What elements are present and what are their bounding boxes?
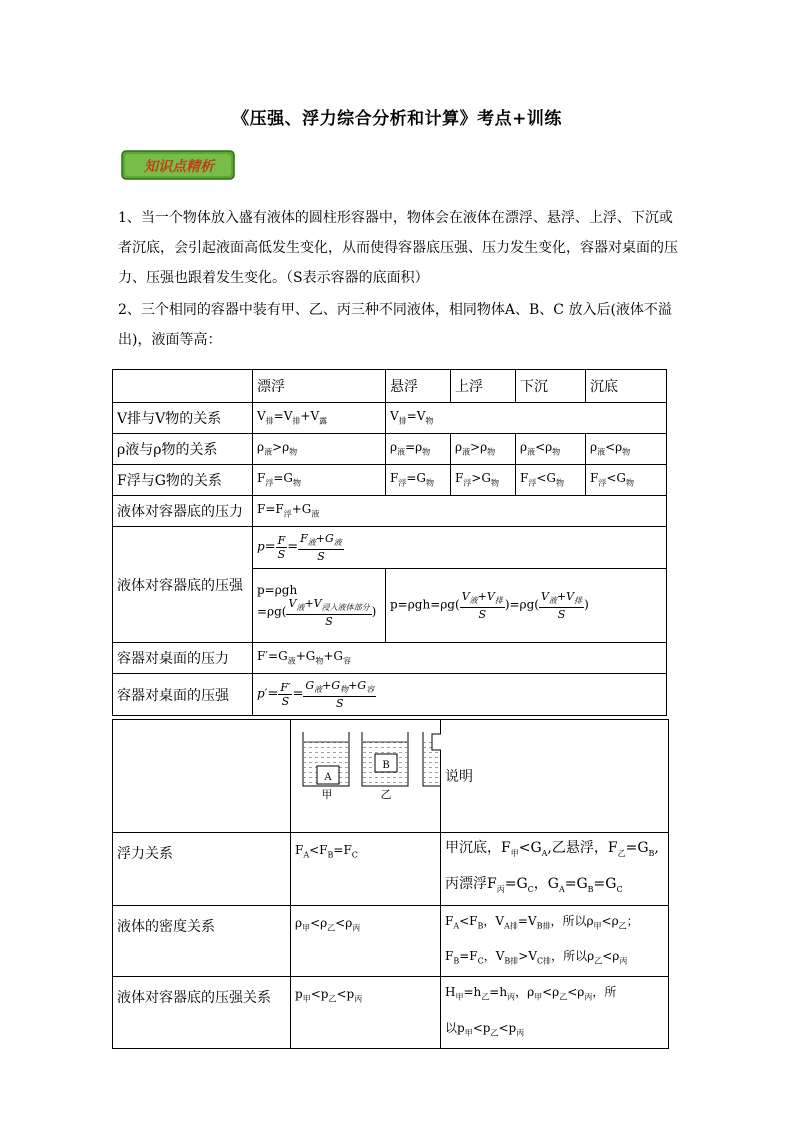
- comparison-header-empty: [113, 720, 291, 833]
- relation-table: [112, 369, 667, 716]
- cell-density-sink: $\rho_液<\rho_物$: [516, 434, 586, 465]
- cell-force-sink: $F_浮<G_物$: [516, 465, 586, 496]
- cell-desk-force: $F'=G_液+G_物+G_容$: [253, 643, 667, 674]
- knowledge-badge: [120, 148, 238, 182]
- cell-volume-other: $V_排=V_物$: [386, 403, 667, 434]
- header-rise: 上浮: [451, 370, 516, 403]
- header-float: 漂浮: [253, 370, 386, 403]
- header-suspend: 悬浮: [386, 370, 451, 403]
- cell-density-suspend: $\rho_液=\rho_物$: [386, 434, 451, 465]
- row-label-force: F浮与G物的关系: [113, 465, 253, 496]
- containers-figure: [291, 720, 441, 800]
- cell-density-rise: $\rho_液>\rho_物$: [451, 434, 516, 465]
- pressure-description: $H_甲=h_乙=h_丙$，$\rho_甲<\rho_乙<\rho_丙$，所 以$p_甲<p_乙<p_丙$: [441, 977, 669, 1049]
- document-title: 《压强、浮力综合分析和计算》考点+训练: [232, 109, 562, 129]
- header-bottom: 沉底: [586, 370, 667, 403]
- row-label-volume: V排与V物的关系: [113, 403, 253, 434]
- header-empty: [113, 370, 253, 403]
- cell-bottom-pressure-left: p=ρgh =ρg( $\frac{V_液+V_{浸入液体部分}}{S}$ ): [253, 569, 386, 643]
- cell-force-rise: $F_浮>G_物$: [451, 465, 516, 496]
- cell-force-float: $F_浮=G_物$: [253, 465, 386, 496]
- containers-figure-cell: [291, 720, 441, 833]
- cell-volume-float: $V_排=V_排+V_露$: [253, 403, 386, 434]
- paragraph-2: 2、三个相同的容器中装有甲、乙、丙三种不同液体，相同物体A、B、C 放入后(液体不溢出)，液面等高：: [118, 302, 672, 348]
- buoyancy-label: 浮力关系: [113, 833, 291, 906]
- cell-bottom-force: $F=F_浮+G_液$: [253, 496, 667, 527]
- svg-text:A: A: [324, 772, 332, 783]
- cell-force-bottom: $F_浮<G_物$: [586, 465, 667, 496]
- paragraph-1: 1、当一个物体放入盛有液体的圆柱形容器中，物体会在液体在漂浮、悬浮、上浮、下沉或者沉底，会引起液面高低发生变化，从而使得容器底压强、压力发生变化，容器对桌面的压力、压强也跟着发生变化。（S表示容器的底面积）: [118, 210, 678, 286]
- pressure-value: $p_甲<p_乙<p_丙$: [291, 977, 441, 1049]
- header-sink: 下沉: [516, 370, 586, 403]
- svg-text:B: B: [382, 760, 390, 771]
- row-label-density: ρ液与ρ物的关系: [113, 434, 253, 465]
- svg-text:乙: 乙: [380, 788, 392, 800]
- cell-desk-pressure: p′= $\frac{F'}{S}$ = $\frac{G_液+G_物+G_容}{S}$: [253, 674, 667, 716]
- buoyancy-value: $F_A<F_B=F_C$: [291, 833, 441, 906]
- comparison-table: [112, 719, 669, 1049]
- cell-force-suspend: $F_浮=G_物$: [386, 465, 451, 496]
- row-label-desk-force: 容器对桌面的压力: [113, 643, 253, 674]
- cell-density-float: $\rho_液>\rho_物$: [253, 434, 386, 465]
- density-description: $F_A<F_B$，$V_{A排}=V_{B排}$，所以$\rho_甲<\rho_乙$； $F_B=F_C$，$V_{B排}>V_{C排}$，所以$\rho_乙<\rho_丙$: [441, 905, 669, 977]
- cell-bottom-pressure-right: p=ρgh=ρg( $\frac{V_液+V_排}{S}$ )=ρg( $\frac{V_液+V_排}{S}$ ): [386, 569, 667, 643]
- row-label-bottom-force: 液体对容器底的压力: [113, 496, 253, 527]
- description-header: 说明: [441, 720, 669, 833]
- buoyancy-description: 甲沉底，$F_甲<G_A$,乙悬浮，$F_乙=G_B$, 丙漂浮$F_丙=G_C$，$G_A=G_B=G_C$: [441, 833, 669, 906]
- density-label: 液体的密度关系: [113, 905, 291, 977]
- row-label-bottom-pressure: 液体对容器底的压强: [113, 527, 253, 643]
- svg-text:甲: 甲: [321, 788, 333, 800]
- density-value: $\rho_甲<\rho_乙<\rho_丙$: [291, 905, 441, 977]
- svg-text:知识点精析: 知识点精析: [144, 159, 214, 175]
- pressure-label: 液体对容器底的压强关系: [113, 977, 291, 1049]
- row-label-desk-pressure: 容器对桌面的压强: [113, 674, 253, 716]
- cell-bottom-pressure-formula: p= $\frac{F}{S}$ = $\frac{F_液+G_液}{S}$: [253, 527, 667, 569]
- cell-density-bottom: $\rho_液<\rho_物$: [586, 434, 667, 465]
